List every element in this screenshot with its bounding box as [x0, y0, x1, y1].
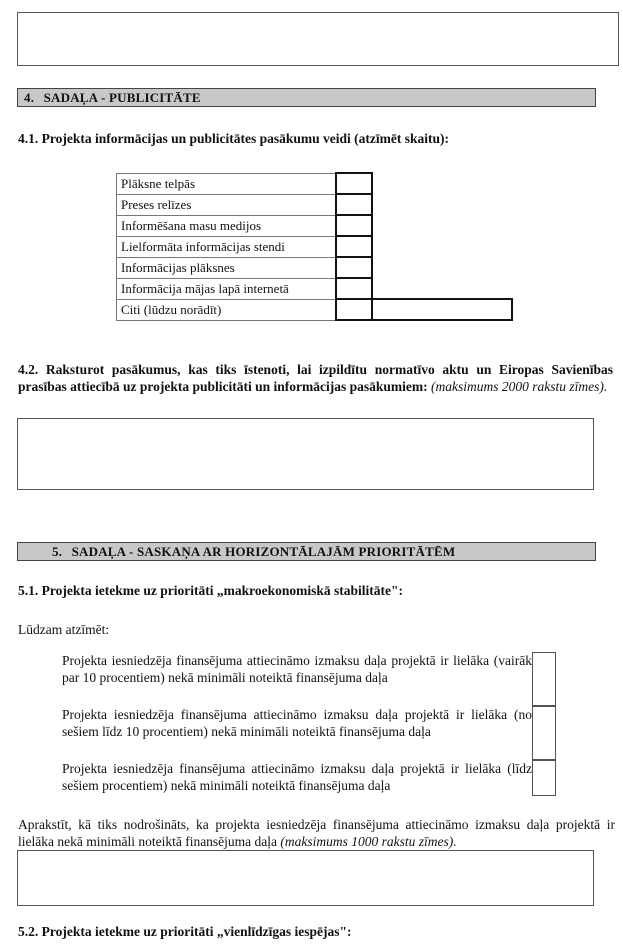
- publicity-count-cell[interactable]: [336, 194, 372, 215]
- publicity-type-label: Lielformāta informācijas stendi: [117, 236, 336, 257]
- question-4-2: 4.2. Raksturot pasākumus, kas tiks īstenoti, lai izpildītu normatīvo aktu un Eiropas Savienības prasības attiecībā uz projekta publicitāti un informācijas pasākumiem:: [18, 362, 613, 394]
- publicity-type-label: Informācijas plāksnes: [117, 257, 336, 278]
- publicity-type-label: Informācija mājas lapā internetā: [117, 278, 336, 299]
- option-text: Projekta iesniedzēja finansējuma attiecināmo izmaksu daļa projektā ir lielāka (vairāk par 10 procentiem) nekā minimāli noteiktā finansējuma daļa: [62, 653, 532, 685]
- publicity-type-label: Plāksne telpās: [117, 173, 336, 194]
- macro-stability-description-textarea[interactable]: [17, 850, 594, 906]
- publicity-type-label: Preses relīzes: [117, 194, 336, 215]
- table-row: [117, 257, 512, 278]
- section-4-number: 4.: [24, 90, 35, 105]
- table-row: [117, 236, 512, 257]
- previous-answer-textarea[interactable]: [17, 12, 619, 66]
- publicity-count-cell[interactable]: [336, 236, 372, 257]
- describe-hint: (maksimums 1000 rakstu zīmes).: [280, 834, 457, 849]
- option-text: Projekta iesniedzēja finansējuma attiecināmo izmaksu daļa projektā ir lielāka (līdz sešiem procentiem) nekā minimāli noteiktā finansējuma daļa: [62, 761, 532, 793]
- list-item: [62, 706, 556, 760]
- question-5-1: 5.1. Projekta ietekme uz prioritāti „makroekonomiskā stabilitāte":: [18, 583, 403, 598]
- section-4-title: SADAĻA - PUBLICITĀTE: [43, 90, 201, 105]
- option-checkbox[interactable]: [532, 652, 556, 706]
- publicity-count-cell[interactable]: [336, 278, 372, 299]
- publicity-count-cell[interactable]: [336, 215, 372, 236]
- list-item: [62, 652, 556, 706]
- publicity-type-label: Informēšana masu medijos: [117, 215, 336, 236]
- describe-instruction: Aprakstīt, kā tiks nodrošināts, ka projekta iesniedzēja finansējuma attiecināmo izmaksu daļa projektā ir lielāka nekā minimāli noteiktā finansējuma daļa: [18, 817, 615, 849]
- question-4-2-hint: (maksimums 2000 rakstu zīmes).: [431, 379, 608, 394]
- section-5-header: [17, 542, 596, 561]
- publicity-description-textarea[interactable]: [17, 418, 594, 490]
- publicity-types-table: [116, 172, 513, 321]
- publicity-count-cell[interactable]: [336, 257, 372, 278]
- table-row: [117, 299, 512, 320]
- mark-instruction: Lūdzam atzīmēt:: [18, 622, 110, 637]
- publicity-count-cell[interactable]: [336, 173, 372, 194]
- table-row: [117, 278, 512, 299]
- question-4-1: 4.1. Projekta informācijas un publicitātes pasākumu veidi (atzīmēt skaitu):: [18, 131, 449, 146]
- question-4-2-block: [18, 361, 613, 395]
- section-4-header: [17, 88, 596, 107]
- option-checkbox[interactable]: [532, 706, 556, 760]
- describe-instruction-block: [18, 816, 615, 850]
- publicity-type-label: Citi (lūdzu norādīt): [117, 299, 336, 320]
- table-row: [117, 173, 512, 194]
- list-item: [62, 760, 556, 796]
- section-5-title: SADAĻA - SASKAŅA AR HORIZONTĀLAJĀM PRIORITĀTĒM: [71, 544, 456, 559]
- table-row: [117, 215, 512, 236]
- table-row: [117, 194, 512, 215]
- other-specify-field[interactable]: [372, 299, 512, 320]
- question-5-2: 5.2. Projekta ietekme uz prioritāti „vienlīdzīgas iespējas":: [18, 924, 352, 939]
- option-checkbox[interactable]: [532, 760, 556, 796]
- option-text: Projekta iesniedzēja finansējuma attiecināmo izmaksu daļa projektā ir lielāka (no sešiem līdz 10 procentiem) nekā minimāli noteiktā finansējuma daļa: [62, 707, 532, 739]
- publicity-count-cell[interactable]: [336, 299, 372, 320]
- section-5-number: 5.: [52, 544, 63, 559]
